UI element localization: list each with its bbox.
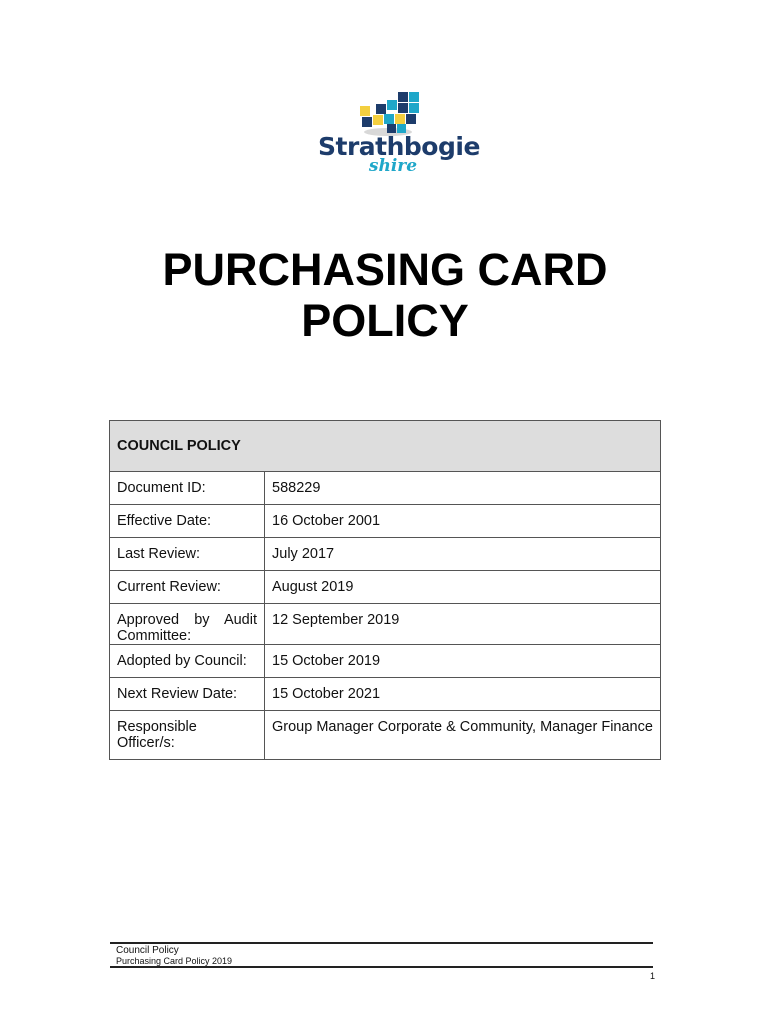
title-line-1: PURCHASING CARD	[162, 244, 608, 295]
row-value: August 2019	[265, 571, 661, 604]
row-label: Last Review:	[110, 538, 265, 571]
footer-divider-top	[110, 942, 653, 944]
row-label: Responsible Officer/s:	[110, 711, 265, 760]
row-value: July 2017	[265, 538, 661, 571]
table-header-row	[110, 421, 661, 472]
row-label: Adopted by Council:	[110, 645, 265, 678]
table-row	[110, 604, 661, 645]
row-label: Approved by Audit Committee:	[110, 604, 265, 645]
strathbogie-shire-logo	[318, 88, 480, 178]
row-label: Current Review:	[110, 571, 265, 604]
logo-subtitle: shire	[368, 156, 418, 176]
row-value: Group Manager Corporate & Community, Manager Finance	[265, 711, 661, 760]
table-heading: COUNCIL POLICY	[110, 421, 661, 472]
footer-divider-bottom	[110, 966, 653, 968]
row-value: 15 October 2019	[265, 645, 661, 678]
row-value: 15 October 2021	[265, 678, 661, 711]
title-line-2: POLICY	[301, 295, 469, 346]
table-row	[110, 472, 661, 505]
row-label: Next Review Date:	[110, 678, 265, 711]
row-label: Document ID:	[110, 472, 265, 505]
policy-details-table	[109, 420, 661, 760]
footer-document-name: Purchasing Card Policy 2019	[116, 956, 233, 966]
footer-category: Council Policy	[116, 945, 179, 956]
row-value: 588229	[265, 472, 661, 505]
table-row	[110, 711, 661, 760]
row-value: 16 October 2001	[265, 505, 661, 538]
page-number: 1	[650, 971, 656, 981]
row-value: 12 September 2019	[265, 604, 661, 645]
table-row	[110, 645, 661, 678]
logo-squares-icon	[318, 88, 468, 136]
row-label: Effective Date:	[110, 505, 265, 538]
table-row	[110, 678, 661, 711]
table-row	[110, 505, 661, 538]
logo-name: Strathbogie	[318, 132, 480, 161]
table-row	[110, 571, 661, 604]
table-row	[110, 538, 661, 571]
document-title	[0, 244, 770, 346]
